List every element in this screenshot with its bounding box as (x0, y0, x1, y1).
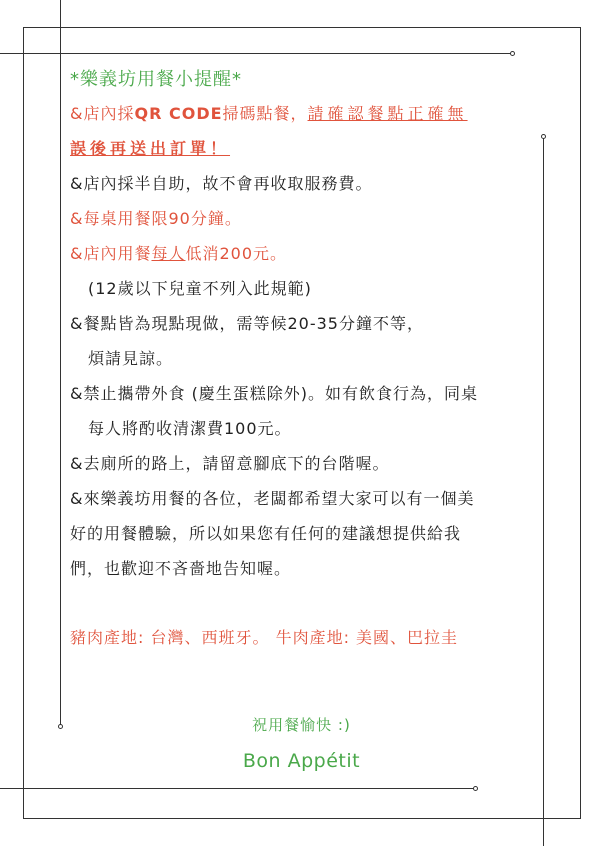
cooking-time-notice-cont: 煩請見諒。 (88, 349, 174, 368)
feedback-notice: &來樂義坊用餐的各位，老闆都希望大家可以有一個美 (70, 489, 475, 508)
frame-line-right-vertical (543, 136, 544, 846)
feedback-notice-end: 們，也歡迎不吝嗇地告知喔。 (70, 559, 292, 578)
frame-line-dot (473, 786, 478, 791)
minimum-charge-notice (70, 236, 540, 271)
self-service-notice: &店內採半自助，故不會再收取服務費。 (70, 174, 373, 193)
frame-line-bottom-horizontal (0, 788, 476, 789)
frame-line-top-horizontal (0, 53, 512, 54)
qr-emphasis-line2: 誤後再送出訂單！ (70, 139, 231, 158)
time-limit-notice: &每桌用餐限90分鐘。 (70, 209, 242, 228)
outside-food-notice-cont: 每人將酌收清潔費100元。 (88, 419, 292, 438)
frame-line-dot (510, 51, 515, 56)
qr-code-label: QR CODE (134, 104, 223, 123)
minimum-suffix: 低消200元。 (185, 244, 288, 263)
bon-appetit-text: Bon Appétit (242, 750, 361, 772)
wish-text: 祝用餐愉快 :) (252, 716, 351, 734)
qr-ordering-notice (70, 96, 540, 131)
minimum-emphasis: 每人 (151, 244, 186, 263)
qr-emphasis-line1: 請確認餐點正確無 (307, 104, 468, 123)
feedback-notice-cont: 好的用餐體驗，所以如果您有任何的建議想提供給我 (70, 524, 462, 543)
notice-body (70, 64, 540, 655)
notice-title: *樂義坊用餐小提醒* (70, 69, 242, 90)
frame-line-left-vertical (60, 0, 61, 726)
qr-prefix: &店內採 (70, 104, 135, 123)
qr-middle: 掃碼點餐， (222, 104, 308, 123)
stairs-notice: &去廁所的路上，請留意腳底下的台階喔。 (70, 454, 390, 473)
minimum-charge-note: (12歲以下兒童不列入此規範) (88, 279, 312, 298)
qr-ordering-notice-cont (70, 131, 540, 166)
outside-food-notice: &禁止攜帶外食 (慶生蛋糕除外)。如有飲食行為，同桌 (70, 384, 479, 403)
meat-origin-notice: 豬肉產地: 台灣、西班牙。 牛肉產地: 美國、巴拉圭 (70, 628, 459, 647)
cooking-time-notice: &餐點皆為現點現做，需等候20-35分鐘不等， (70, 314, 424, 333)
minimum-prefix: &店內用餐 (70, 244, 152, 263)
frame-line-dot (541, 134, 546, 139)
